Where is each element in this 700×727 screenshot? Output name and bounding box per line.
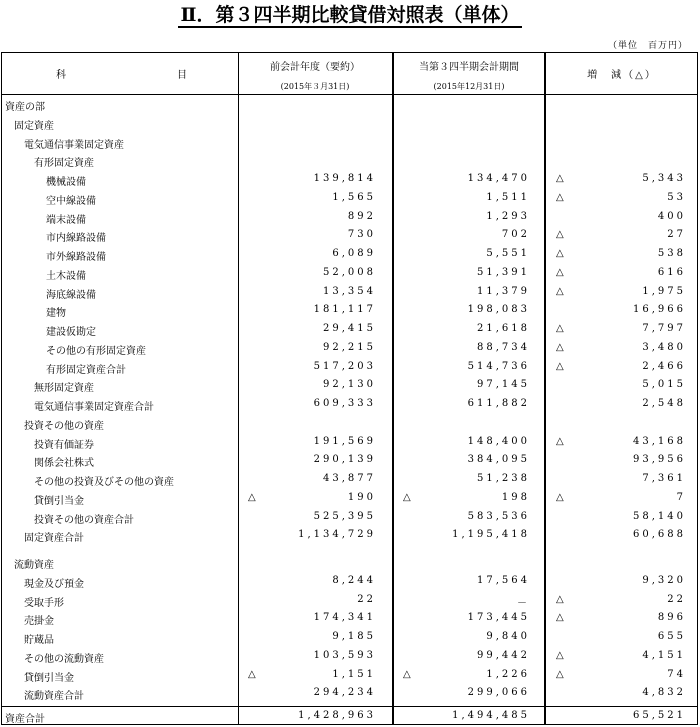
table-row bbox=[0, 648, 700, 667]
diff-value: 400 bbox=[657, 210, 686, 222]
row-label: 有形固定資産合計 bbox=[46, 364, 126, 376]
row-label: 受取手形 bbox=[24, 597, 64, 609]
row-label: 資産合計 bbox=[5, 714, 45, 725]
negative-mark: △ bbox=[556, 612, 564, 624]
table-row bbox=[0, 434, 700, 453]
negative-mark: △ bbox=[556, 248, 564, 259]
curr-value: 384,095 bbox=[467, 454, 530, 466]
row-label: 電気通信事業固定資産合計 bbox=[34, 402, 154, 413]
diff-value: 7,797 bbox=[642, 323, 686, 334]
curr-value: 11,379 bbox=[477, 285, 530, 297]
prev-value: 892 bbox=[347, 210, 376, 222]
diff-value: 4,832 bbox=[642, 687, 686, 699]
row-label: 流動資産合計 bbox=[24, 691, 84, 703]
prev-value: 294,234 bbox=[313, 687, 376, 699]
table-row bbox=[0, 452, 700, 471]
negative-mark: △ bbox=[556, 649, 564, 661]
table-row bbox=[0, 96, 700, 115]
prev-value: 190 bbox=[347, 491, 376, 503]
row-label: 貯蔵品 bbox=[24, 635, 54, 646]
negative-mark: △ bbox=[248, 668, 256, 680]
total-row bbox=[0, 708, 700, 727]
row-label: 機械設備 bbox=[46, 177, 86, 188]
table-row bbox=[0, 554, 700, 573]
row-label: 建物 bbox=[46, 308, 66, 320]
curr-value: 702 bbox=[501, 229, 530, 241]
prev-value: 1,428,963 bbox=[298, 710, 376, 721]
table-row bbox=[0, 340, 700, 359]
negative-mark: △ bbox=[556, 323, 564, 334]
table-row bbox=[0, 284, 700, 303]
row-label: 固定資産合計 bbox=[24, 533, 84, 545]
curr-value: 97,145 bbox=[477, 379, 530, 391]
diff-value: 65,521 bbox=[633, 710, 686, 721]
prev-value: 9,185 bbox=[332, 631, 376, 642]
table-row bbox=[0, 246, 700, 265]
row-label: 現金及び預金 bbox=[24, 578, 84, 590]
diff-value: 655 bbox=[657, 631, 686, 642]
table-row bbox=[0, 359, 700, 378]
table-row bbox=[0, 667, 700, 686]
row-label: 投資その他の資産合計 bbox=[34, 514, 134, 526]
table-row bbox=[0, 415, 700, 434]
curr-value: 148,400 bbox=[467, 435, 530, 447]
negative-mark: △ bbox=[248, 491, 256, 503]
table-row bbox=[0, 134, 700, 153]
negative-mark: △ bbox=[556, 593, 564, 605]
table-row bbox=[0, 396, 700, 415]
table-row bbox=[0, 573, 700, 592]
row-label: 売掛金 bbox=[24, 616, 54, 628]
curr-value: 5,551 bbox=[486, 248, 530, 259]
diff-value: 896 bbox=[657, 612, 686, 624]
diff-value: 3,480 bbox=[642, 341, 686, 353]
curr-value: 198,083 bbox=[467, 304, 530, 316]
curr-value: 299,066 bbox=[467, 687, 530, 699]
negative-mark: △ bbox=[556, 668, 564, 680]
curr-value: 1,195,418 bbox=[452, 529, 530, 541]
row-label: その他の有形固定資産 bbox=[46, 345, 146, 357]
diff-value: 74 bbox=[667, 668, 686, 680]
curr-value: 9,840 bbox=[486, 631, 530, 642]
header-prev: 前会計年度（要約） (2015年３月31日) bbox=[270, 62, 360, 91]
table-row bbox=[0, 302, 700, 321]
table-row bbox=[0, 265, 700, 284]
curr-value: 611,882 bbox=[467, 398, 530, 409]
curr-value: 21,618 bbox=[477, 323, 530, 334]
row-label: 市内線路設備 bbox=[46, 233, 106, 245]
negative-mark: △ bbox=[556, 266, 564, 278]
negative-mark: △ bbox=[556, 435, 564, 447]
table-row bbox=[0, 471, 700, 490]
curr-value: 1,494,485 bbox=[452, 710, 530, 721]
row-label: 流動資産 bbox=[14, 560, 54, 571]
prev-value: 139,814 bbox=[313, 173, 376, 184]
table-row bbox=[0, 490, 700, 509]
diff-value: 7 bbox=[676, 491, 686, 503]
curr-value: 1,226 bbox=[486, 668, 530, 680]
prev-value: 730 bbox=[347, 229, 376, 241]
diff-value: 5,015 bbox=[642, 379, 686, 391]
curr-value: 583,536 bbox=[467, 510, 530, 522]
row-label: 電気通信事業固定資産 bbox=[24, 139, 124, 151]
table-row bbox=[0, 227, 700, 246]
row-label: 端末設備 bbox=[46, 214, 86, 226]
diff-value: 60,688 bbox=[633, 529, 686, 541]
prev-value: 1,134,729 bbox=[298, 529, 376, 541]
diff-value: 1,975 bbox=[642, 285, 686, 297]
prev-value: 290,139 bbox=[313, 454, 376, 466]
negative-mark: △ bbox=[403, 668, 411, 680]
prev-value: 609,333 bbox=[313, 398, 376, 409]
diff-value: 43,168 bbox=[633, 435, 686, 447]
diff-value: 7,361 bbox=[642, 473, 686, 484]
row-label: 貸倒引当金 bbox=[34, 495, 84, 507]
diff-value: 16,966 bbox=[633, 304, 686, 316]
diff-value: 4,151 bbox=[642, 649, 686, 661]
diff-value: 5,343 bbox=[642, 173, 686, 184]
row-label: 投資その他の資産 bbox=[24, 420, 104, 432]
diff-value: 58,140 bbox=[633, 510, 686, 522]
row-label: 資産の部 bbox=[5, 102, 45, 113]
row-label: その他の投資及びその他の資産 bbox=[34, 477, 174, 488]
curr-value: 134,470 bbox=[467, 173, 530, 184]
prev-value: 174,341 bbox=[313, 612, 376, 624]
diff-value: 538 bbox=[657, 248, 686, 259]
negative-mark: △ bbox=[403, 491, 411, 503]
row-label: 市外線路設備 bbox=[46, 252, 106, 263]
diff-value: 27 bbox=[667, 229, 686, 241]
table-row bbox=[0, 115, 700, 134]
row-label: 建設仮勘定 bbox=[46, 327, 96, 338]
row-label: 関係会社株式 bbox=[34, 458, 94, 470]
prev-value: 43,877 bbox=[323, 473, 376, 484]
diff-value: 93,956 bbox=[633, 454, 686, 466]
table-row bbox=[0, 509, 700, 528]
table-row bbox=[0, 527, 700, 546]
row-label: 空中線設備 bbox=[46, 195, 96, 207]
row-label: その他の流動資産 bbox=[24, 653, 104, 665]
table-row bbox=[0, 152, 700, 171]
negative-mark: △ bbox=[556, 229, 564, 241]
negative-mark: △ bbox=[556, 341, 564, 353]
prev-value: 191,569 bbox=[313, 435, 376, 447]
table-row bbox=[0, 209, 700, 228]
row-label: 土木設備 bbox=[46, 270, 86, 282]
table-row bbox=[0, 377, 700, 396]
curr-value: 198 bbox=[501, 491, 530, 503]
unit-label: （単位 百万円） bbox=[607, 41, 688, 51]
row-label: 有形固定資産 bbox=[34, 158, 94, 170]
prev-value: 13,354 bbox=[323, 285, 376, 297]
curr-value: 173,445 bbox=[467, 612, 530, 624]
diff-value: 9,320 bbox=[642, 574, 686, 586]
table-row bbox=[0, 629, 700, 648]
curr-value: － bbox=[517, 597, 530, 609]
table-row bbox=[0, 171, 700, 190]
curr-value: 1,293 bbox=[486, 210, 530, 222]
prev-value: 52,008 bbox=[323, 266, 376, 278]
prev-value: 517,203 bbox=[313, 360, 376, 372]
curr-value: 1,511 bbox=[486, 191, 530, 203]
diff-value: 2,466 bbox=[642, 360, 686, 372]
header-change: 増 減（△） bbox=[587, 70, 657, 81]
prev-value: 1,151 bbox=[332, 668, 376, 680]
row-label: 貸倒引当金 bbox=[24, 672, 74, 684]
diff-value: 22 bbox=[667, 593, 686, 605]
prev-value: 103,593 bbox=[313, 649, 376, 661]
diff-value: 616 bbox=[657, 266, 686, 278]
negative-mark: △ bbox=[556, 491, 564, 503]
table-row bbox=[0, 592, 700, 611]
negative-mark: △ bbox=[556, 191, 564, 203]
prev-value: 92,215 bbox=[323, 341, 376, 353]
negative-mark: △ bbox=[556, 285, 564, 297]
prev-value: 181,117 bbox=[313, 304, 376, 316]
prev-value: 22 bbox=[357, 593, 376, 605]
diff-value: 53 bbox=[667, 191, 686, 203]
prev-value: 92,130 bbox=[323, 379, 376, 391]
table-row bbox=[0, 685, 700, 704]
row-label: 無形固定資産 bbox=[34, 383, 94, 395]
prev-value: 8,244 bbox=[332, 574, 376, 586]
curr-value: 17,564 bbox=[477, 574, 530, 586]
curr-value: 514,736 bbox=[467, 360, 530, 372]
negative-mark: △ bbox=[556, 173, 564, 184]
row-label: 海底線設備 bbox=[46, 289, 96, 301]
curr-value: 51,238 bbox=[477, 473, 530, 484]
curr-value: 88,734 bbox=[477, 341, 530, 353]
prev-value: 525,395 bbox=[313, 510, 376, 522]
negative-mark: △ bbox=[556, 360, 564, 372]
curr-value: 51,391 bbox=[477, 266, 530, 278]
table-row bbox=[0, 321, 700, 340]
table-row bbox=[0, 190, 700, 209]
page-title: Ⅱ．第３四半期比較貸借対照表（単体） bbox=[180, 4, 520, 26]
header-curr: 当第３四半期会計期間 (2015年12月31日) bbox=[419, 62, 519, 91]
prev-value: 29,415 bbox=[323, 323, 376, 334]
table-row bbox=[0, 610, 700, 629]
row-label: 固定資産 bbox=[14, 120, 54, 132]
prev-value: 1,565 bbox=[332, 191, 376, 203]
diff-value: 2,548 bbox=[642, 398, 686, 409]
row-label: 投資有価証券 bbox=[34, 439, 94, 451]
prev-value: 6,089 bbox=[332, 248, 376, 259]
curr-value: 99,442 bbox=[477, 649, 530, 661]
